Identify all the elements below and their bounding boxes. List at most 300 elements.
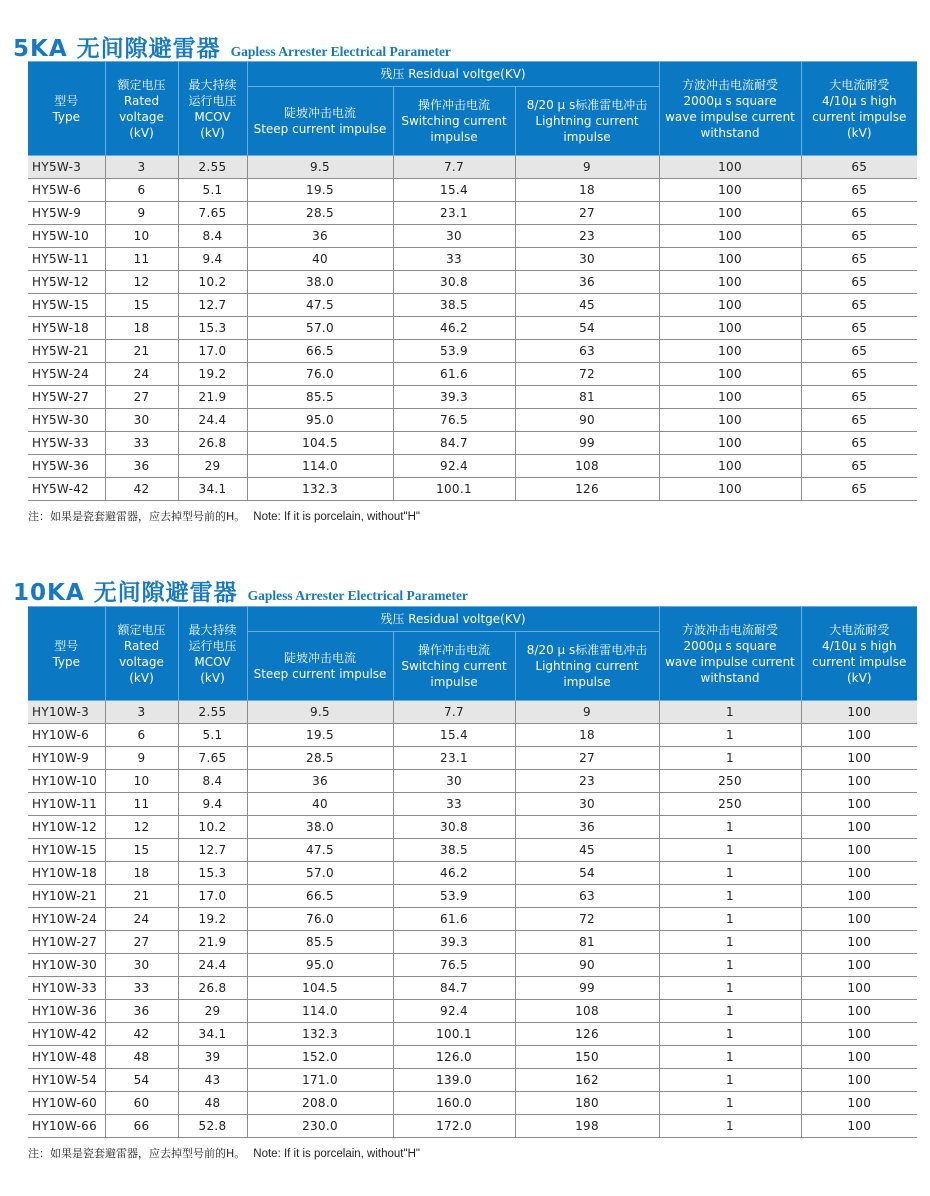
cell-high-current-impulse: 100 — [801, 862, 917, 885]
cell-steep-current: 40 — [247, 248, 393, 271]
cell-mcov: 9.4 — [178, 793, 247, 816]
cell-rated-voltage: 3 — [105, 156, 178, 179]
cell-lightning-current: 23 — [515, 770, 659, 793]
footnote-en: Note: If it is porcelain, without"H" — [253, 1148, 420, 1160]
cell-mcov: 2.55 — [178, 156, 247, 179]
cell-square-wave-withstand: 250 — [659, 793, 801, 816]
cell-steep-current: 95.0 — [247, 954, 393, 977]
cell-rated-voltage: 54 — [105, 1069, 178, 1092]
header-line: voltage — [119, 109, 164, 124]
header-line: current impulse — [812, 654, 907, 669]
cell-switching-current: 7.7 — [393, 156, 515, 179]
table-row — [28, 340, 917, 363]
cell-type: HY5W-27 — [28, 386, 105, 409]
cell-high-current-impulse: 65 — [801, 317, 917, 340]
cell-mcov: 7.65 — [178, 747, 247, 770]
cell-type: HY10W-27 — [28, 931, 105, 954]
cell-steep-current: 57.0 — [247, 862, 393, 885]
cell-square-wave-withstand: 100 — [659, 317, 801, 340]
cell-mcov: 10.2 — [178, 816, 247, 839]
cell-high-current-impulse: 100 — [801, 885, 917, 908]
cell-type: HY5W-36 — [28, 455, 105, 478]
cell-high-current-impulse: 100 — [801, 724, 917, 747]
header-line: withstand — [700, 125, 760, 140]
cell-rated-voltage: 30 — [105, 409, 178, 432]
cell-steep-current: 38.0 — [247, 271, 393, 294]
cell-switching-current: 53.9 — [393, 885, 515, 908]
cell-type: HY10W-66 — [28, 1115, 105, 1138]
cell-lightning-current: 99 — [515, 432, 659, 455]
cell-switching-current: 126.0 — [393, 1046, 515, 1069]
cell-steep-current: 9.5 — [247, 701, 393, 724]
header-line: (kV) — [846, 125, 872, 140]
cell-rated-voltage: 42 — [105, 1023, 178, 1046]
cell-switching-current: 30 — [393, 225, 515, 248]
cell-square-wave-withstand: 100 — [659, 386, 801, 409]
cell-type: HY10W-21 — [28, 885, 105, 908]
table-row — [28, 1000, 917, 1023]
cell-type: HY10W-15 — [28, 839, 105, 862]
cell-lightning-current: 9 — [515, 156, 659, 179]
cell-square-wave-withstand: 1 — [659, 862, 801, 885]
cell-switching-current: 139.0 — [393, 1069, 515, 1092]
cell-high-current-impulse: 100 — [801, 747, 917, 770]
header-type — [28, 62, 105, 156]
header-line: Type — [52, 109, 81, 124]
cell-type: HY5W-10 — [28, 225, 105, 248]
header-line: wave impulse current — [665, 654, 795, 669]
header-lightning-current — [515, 87, 659, 156]
cell-mcov: 29 — [178, 1000, 247, 1023]
cell-high-current-impulse: 100 — [801, 931, 917, 954]
table-row — [28, 839, 917, 862]
cell-steep-current: 19.5 — [247, 724, 393, 747]
cell-mcov: 2.55 — [178, 701, 247, 724]
cell-lightning-current: 54 — [515, 862, 659, 885]
cell-steep-current: 38.0 — [247, 816, 393, 839]
cell-square-wave-withstand: 1 — [659, 1092, 801, 1115]
cell-rated-voltage: 12 — [105, 816, 178, 839]
header-line: (kV) — [129, 670, 154, 685]
header-mcov — [178, 62, 247, 156]
spec-table-5ka — [28, 61, 917, 501]
header-line: Rated — [123, 638, 160, 653]
cell-lightning-current: 99 — [515, 977, 659, 1000]
cell-switching-current: 23.1 — [393, 747, 515, 770]
cell-type: HY10W-54 — [28, 1069, 105, 1092]
cell-lightning-current: 36 — [515, 271, 659, 294]
table-row — [28, 1046, 917, 1069]
cell-square-wave-withstand: 1 — [659, 1023, 801, 1046]
cell-steep-current: 152.0 — [247, 1046, 393, 1069]
cell-switching-current: 84.7 — [393, 977, 515, 1000]
cell-mcov: 43 — [178, 1069, 247, 1092]
header-line: 运行电压 — [188, 638, 237, 653]
header-line: impulse — [430, 130, 478, 144]
cell-switching-current: 84.7 — [393, 432, 515, 455]
cell-square-wave-withstand: 100 — [659, 340, 801, 363]
header-line: 方波冲击电流耐受 — [681, 622, 778, 637]
header-line: 型号 — [54, 638, 79, 653]
header-line: Type — [52, 654, 81, 669]
table-row — [28, 271, 917, 294]
cell-rated-voltage: 11 — [105, 793, 178, 816]
header-line: 方波冲击电流耐受 — [681, 77, 778, 92]
table-body — [28, 701, 917, 1138]
cell-rated-voltage: 48 — [105, 1046, 178, 1069]
header-line: 8/20 μ s标准雷电冲击 — [526, 98, 648, 112]
table-row — [28, 908, 917, 931]
header-line: (kV) — [846, 670, 872, 685]
cell-type: HY10W-9 — [28, 747, 105, 770]
cell-lightning-current: 9 — [515, 701, 659, 724]
cell-lightning-current: 30 — [515, 793, 659, 816]
cell-lightning-current: 72 — [515, 363, 659, 386]
section-title — [13, 30, 451, 63]
cell-square-wave-withstand: 1 — [659, 1000, 801, 1023]
footnote-cn: 注：如果是瓷套避雷器，应去掉型号前的H。 — [28, 510, 246, 523]
cell-lightning-current: 36 — [515, 816, 659, 839]
cell-mcov: 26.8 — [178, 432, 247, 455]
header-line: current impulse — [812, 109, 907, 124]
cell-steep-current: 230.0 — [247, 1115, 393, 1138]
cell-square-wave-withstand: 1 — [659, 908, 801, 931]
spec-table-10ka — [28, 606, 917, 1138]
cell-square-wave-withstand: 1 — [659, 885, 801, 908]
header-line: Steep current impulse — [253, 667, 387, 681]
cell-lightning-current: 198 — [515, 1115, 659, 1138]
cell-rated-voltage: 6 — [105, 724, 178, 747]
cell-steep-current: 9.5 — [247, 156, 393, 179]
section-title-sub: Gapless Arrester Electrical Parameter — [247, 588, 468, 603]
cell-rated-voltage: 66 — [105, 1115, 178, 1138]
header-steep-current — [247, 632, 393, 701]
cell-square-wave-withstand: 100 — [659, 432, 801, 455]
header-line: (kV) — [200, 670, 225, 685]
cell-square-wave-withstand: 1 — [659, 1069, 801, 1092]
cell-lightning-current: 150 — [515, 1046, 659, 1069]
cell-type: HY5W-24 — [28, 363, 105, 386]
cell-mcov: 19.2 — [178, 363, 247, 386]
cell-mcov: 5.1 — [178, 179, 247, 202]
header-line: 型号 — [54, 93, 79, 108]
cell-high-current-impulse: 65 — [801, 432, 917, 455]
table-row — [28, 701, 917, 724]
table-row — [28, 248, 917, 271]
header-switching-current — [393, 632, 515, 701]
header-line: (kV) — [129, 125, 154, 140]
cell-rated-voltage: 33 — [105, 432, 178, 455]
cell-steep-current: 132.3 — [247, 1023, 393, 1046]
header-line: 最大持续 — [188, 622, 237, 637]
cell-high-current-impulse: 65 — [801, 363, 917, 386]
cell-lightning-current: 18 — [515, 724, 659, 747]
header-line: impulse — [430, 675, 478, 689]
cell-square-wave-withstand: 1 — [659, 931, 801, 954]
table-row — [28, 954, 917, 977]
table-row — [28, 317, 917, 340]
cell-lightning-current: 81 — [515, 386, 659, 409]
header-line: impulse — [563, 675, 611, 689]
cell-type: HY10W-36 — [28, 1000, 105, 1023]
cell-type: HY5W-18 — [28, 317, 105, 340]
cell-type: HY10W-48 — [28, 1046, 105, 1069]
cell-high-current-impulse: 65 — [801, 340, 917, 363]
cell-high-current-impulse: 100 — [801, 816, 917, 839]
cell-rated-voltage: 10 — [105, 225, 178, 248]
cell-switching-current: 46.2 — [393, 862, 515, 885]
cell-mcov: 39 — [178, 1046, 247, 1069]
header-steep-current — [247, 87, 393, 156]
cell-square-wave-withstand: 1 — [659, 839, 801, 862]
header-line: 陡坡冲击电流 — [283, 651, 356, 665]
cell-switching-current: 39.3 — [393, 931, 515, 954]
cell-lightning-current: 162 — [515, 1069, 659, 1092]
header-line: Steep current impulse — [253, 122, 387, 136]
footnote-en: Note: If it is porcelain, without"H" — [253, 511, 420, 523]
cell-high-current-impulse: 100 — [801, 770, 917, 793]
header-line: withstand — [700, 670, 760, 685]
cell-switching-current: 30.8 — [393, 816, 515, 839]
cell-square-wave-withstand: 1 — [659, 701, 801, 724]
cell-steep-current: 47.5 — [247, 294, 393, 317]
cell-switching-current: 172.0 — [393, 1115, 515, 1138]
cell-mcov: 19.2 — [178, 908, 247, 931]
cell-rated-voltage: 33 — [105, 977, 178, 1000]
header-line: impulse — [563, 130, 611, 144]
table-row — [28, 1092, 917, 1115]
cell-square-wave-withstand: 1 — [659, 1115, 801, 1138]
header-mcov — [178, 607, 247, 701]
cell-steep-current: 114.0 — [247, 1000, 393, 1023]
cell-mcov: 24.4 — [178, 954, 247, 977]
header-line: (kV) — [200, 125, 225, 140]
cell-mcov: 9.4 — [178, 248, 247, 271]
cell-steep-current: 76.0 — [247, 363, 393, 386]
cell-steep-current: 66.5 — [247, 885, 393, 908]
header-line: 2000μ s square — [683, 638, 777, 653]
cell-square-wave-withstand: 100 — [659, 478, 801, 501]
cell-switching-current: 30.8 — [393, 271, 515, 294]
cell-high-current-impulse: 65 — [801, 478, 917, 501]
cell-switching-current: 160.0 — [393, 1092, 515, 1115]
header-residual-voltage-group: 残压 Residual voltge(KV) — [247, 62, 659, 87]
cell-rated-voltage: 9 — [105, 202, 178, 225]
cell-high-current-impulse: 100 — [801, 908, 917, 931]
cell-mcov: 26.8 — [178, 977, 247, 1000]
table-row — [28, 478, 917, 501]
header-line: Switching current — [401, 659, 507, 673]
cell-switching-current: 38.5 — [393, 294, 515, 317]
cell-high-current-impulse: 65 — [801, 294, 917, 317]
cell-mcov: 21.9 — [178, 931, 247, 954]
table-row — [28, 1115, 917, 1138]
cell-switching-current: 38.5 — [393, 839, 515, 862]
header-line: Rated — [123, 93, 160, 108]
table-row — [28, 202, 917, 225]
cell-rated-voltage: 18 — [105, 317, 178, 340]
cell-type: HY10W-6 — [28, 724, 105, 747]
cell-type: HY10W-10 — [28, 770, 105, 793]
cell-square-wave-withstand: 100 — [659, 363, 801, 386]
cell-type: HY5W-33 — [28, 432, 105, 455]
header-line: 8/20 μ s标准雷电冲击 — [526, 643, 648, 657]
cell-rated-voltage: 24 — [105, 908, 178, 931]
cell-high-current-impulse: 65 — [801, 248, 917, 271]
table-row — [28, 770, 917, 793]
section-title-main: 5KA 无间隙避雷器 — [13, 36, 221, 62]
cell-square-wave-withstand: 100 — [659, 179, 801, 202]
cell-square-wave-withstand: 1 — [659, 954, 801, 977]
cell-steep-current: 36 — [247, 225, 393, 248]
header-line: 大电流耐受 — [829, 77, 890, 92]
cell-rated-voltage: 6 — [105, 179, 178, 202]
cell-lightning-current: 126 — [515, 478, 659, 501]
cell-lightning-current: 126 — [515, 1023, 659, 1046]
cell-steep-current: 85.5 — [247, 931, 393, 954]
cell-type: HY5W-42 — [28, 478, 105, 501]
cell-switching-current: 61.6 — [393, 363, 515, 386]
cell-square-wave-withstand: 100 — [659, 409, 801, 432]
cell-high-current-impulse: 100 — [801, 1000, 917, 1023]
cell-lightning-current: 108 — [515, 455, 659, 478]
cell-type: HY5W-3 — [28, 156, 105, 179]
cell-mcov: 29 — [178, 455, 247, 478]
table-row — [28, 816, 917, 839]
cell-lightning-current: 18 — [515, 179, 659, 202]
header-line: 额定电压 — [117, 622, 166, 637]
cell-high-current-impulse: 100 — [801, 977, 917, 1000]
cell-high-current-impulse: 65 — [801, 271, 917, 294]
cell-square-wave-withstand: 100 — [659, 248, 801, 271]
cell-steep-current: 76.0 — [247, 908, 393, 931]
cell-switching-current: 15.4 — [393, 179, 515, 202]
header-high-current — [801, 607, 917, 701]
cell-mcov: 34.1 — [178, 478, 247, 501]
footnote — [28, 1145, 420, 1161]
cell-lightning-current: 180 — [515, 1092, 659, 1115]
table-body — [28, 156, 917, 501]
cell-switching-current: 92.4 — [393, 1000, 515, 1023]
cell-steep-current: 40 — [247, 793, 393, 816]
cell-mcov: 8.4 — [178, 770, 247, 793]
cell-mcov: 8.4 — [178, 225, 247, 248]
cell-high-current-impulse: 65 — [801, 386, 917, 409]
table-row — [28, 977, 917, 1000]
cell-steep-current: 66.5 — [247, 340, 393, 363]
footnote-cn: 注：如果是瓷套避雷器，应去掉型号前的H。 — [28, 1147, 246, 1160]
cell-rated-voltage: 3 — [105, 701, 178, 724]
cell-mcov: 34.1 — [178, 1023, 247, 1046]
cell-lightning-current: 23 — [515, 225, 659, 248]
cell-type: HY5W-12 — [28, 271, 105, 294]
cell-switching-current: 33 — [393, 793, 515, 816]
table-row — [28, 432, 917, 455]
cell-steep-current: 85.5 — [247, 386, 393, 409]
cell-type: HY10W-30 — [28, 954, 105, 977]
header-line: 操作冲击电流 — [417, 643, 490, 657]
table-row — [28, 455, 917, 478]
cell-square-wave-withstand: 1 — [659, 1046, 801, 1069]
table-row — [28, 862, 917, 885]
cell-mcov: 12.7 — [178, 294, 247, 317]
cell-type: HY10W-33 — [28, 977, 105, 1000]
cell-lightning-current: 108 — [515, 1000, 659, 1023]
cell-lightning-current: 45 — [515, 839, 659, 862]
cell-square-wave-withstand: 100 — [659, 156, 801, 179]
cell-steep-current: 114.0 — [247, 455, 393, 478]
cell-rated-voltage: 21 — [105, 885, 178, 908]
cell-lightning-current: 72 — [515, 908, 659, 931]
cell-type: HY5W-11 — [28, 248, 105, 271]
cell-steep-current: 104.5 — [247, 977, 393, 1000]
section-title-sub: Gapless Arrester Electrical Parameter — [230, 44, 451, 59]
cell-switching-current: 15.4 — [393, 724, 515, 747]
cell-type: HY10W-12 — [28, 816, 105, 839]
cell-square-wave-withstand: 100 — [659, 455, 801, 478]
cell-rated-voltage: 42 — [105, 478, 178, 501]
cell-mcov: 15.3 — [178, 317, 247, 340]
cell-high-current-impulse: 65 — [801, 202, 917, 225]
header-line: 操作冲击电流 — [417, 98, 490, 112]
cell-mcov: 12.7 — [178, 839, 247, 862]
cell-rated-voltage: 30 — [105, 954, 178, 977]
header-line: 运行电压 — [188, 93, 237, 108]
cell-lightning-current: 45 — [515, 294, 659, 317]
cell-lightning-current: 27 — [515, 202, 659, 225]
cell-switching-current: 100.1 — [393, 1023, 515, 1046]
table-row — [28, 179, 917, 202]
table-row — [28, 156, 917, 179]
cell-type: HY5W-30 — [28, 409, 105, 432]
cell-square-wave-withstand: 1 — [659, 977, 801, 1000]
cell-high-current-impulse: 100 — [801, 1046, 917, 1069]
cell-rated-voltage: 36 — [105, 1000, 178, 1023]
header-line: MCOV — [194, 654, 231, 669]
header-type — [28, 607, 105, 701]
cell-type: HY10W-42 — [28, 1023, 105, 1046]
cell-square-wave-withstand: 100 — [659, 294, 801, 317]
cell-steep-current: 132.3 — [247, 478, 393, 501]
cell-square-wave-withstand: 1 — [659, 816, 801, 839]
cell-steep-current: 28.5 — [247, 747, 393, 770]
table-row — [28, 363, 917, 386]
cell-lightning-current: 27 — [515, 747, 659, 770]
cell-high-current-impulse: 65 — [801, 225, 917, 248]
cell-high-current-impulse: 100 — [801, 1023, 917, 1046]
cell-mcov: 17.0 — [178, 885, 247, 908]
cell-lightning-current: 63 — [515, 340, 659, 363]
cell-mcov: 24.4 — [178, 409, 247, 432]
cell-rated-voltage: 15 — [105, 294, 178, 317]
cell-rated-voltage: 27 — [105, 386, 178, 409]
header-square-wave — [659, 62, 801, 156]
cell-lightning-current: 90 — [515, 409, 659, 432]
table-row — [28, 747, 917, 770]
cell-type: HY10W-3 — [28, 701, 105, 724]
cell-rated-voltage: 10 — [105, 770, 178, 793]
cell-mcov: 17.0 — [178, 340, 247, 363]
cell-lightning-current: 54 — [515, 317, 659, 340]
cell-square-wave-withstand: 100 — [659, 225, 801, 248]
table-row — [28, 793, 917, 816]
cell-switching-current: 61.6 — [393, 908, 515, 931]
cell-rated-voltage: 9 — [105, 747, 178, 770]
cell-lightning-current: 63 — [515, 885, 659, 908]
cell-switching-current: 23.1 — [393, 202, 515, 225]
cell-type: HY5W-6 — [28, 179, 105, 202]
table-row — [28, 1023, 917, 1046]
